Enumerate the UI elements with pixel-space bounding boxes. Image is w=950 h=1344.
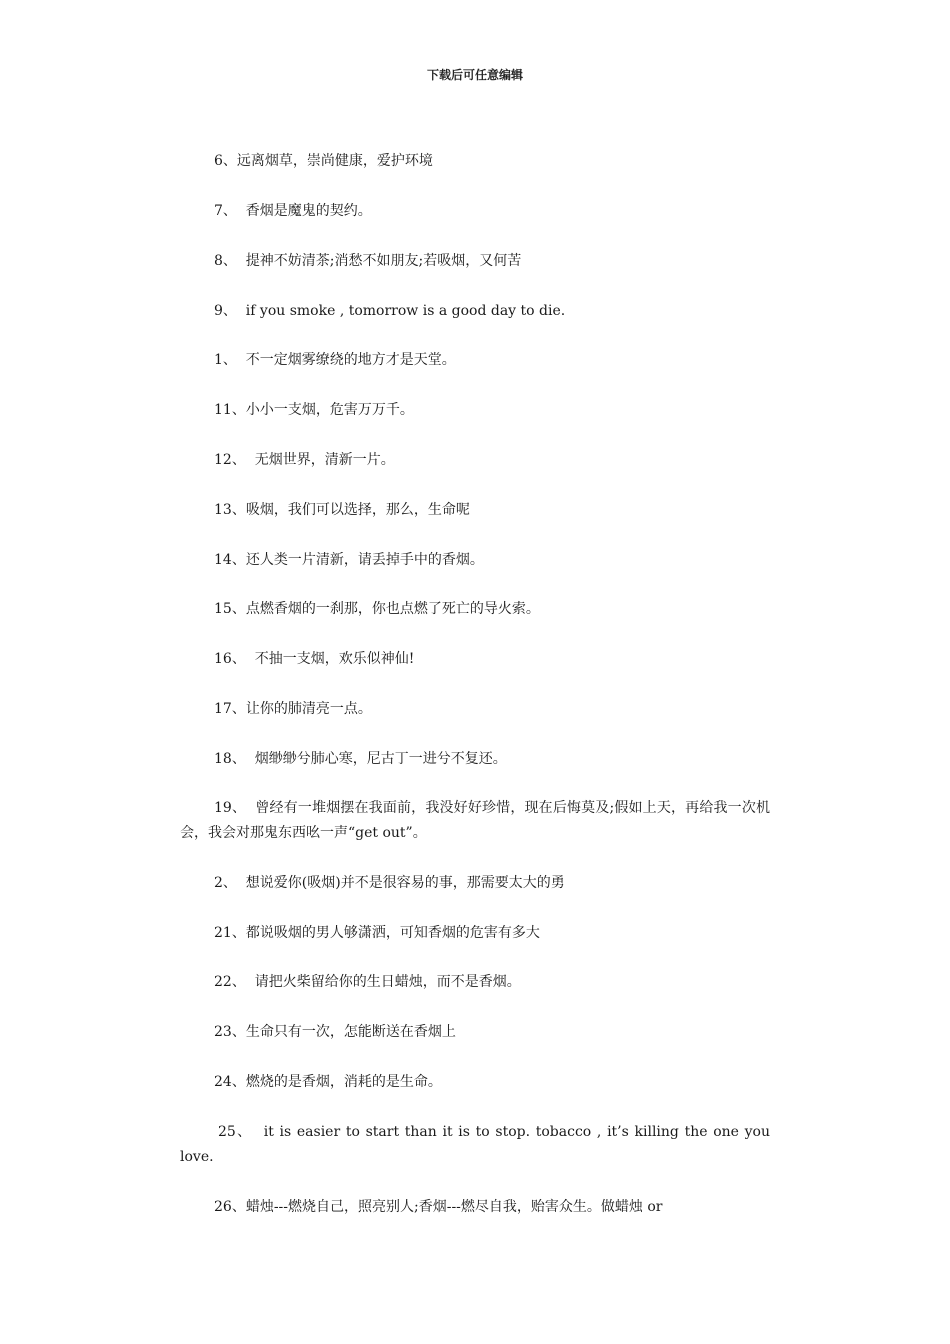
list-item: 21、都说吸烟的男人够潇洒，可知香烟的危害有多大 bbox=[214, 925, 540, 941]
list-item: 1、 不一定烟雾缭绕的地方才是天堂。 bbox=[214, 352, 456, 368]
list-item: 14、还人类一片清新，请丢掉手中的香烟。 bbox=[214, 552, 484, 568]
list-item: 26、蜡烛---燃烧自己，照亮别人;香烟---燃尽自我，贻害众生。做蜡烛 or bbox=[214, 1199, 663, 1215]
list-item: 23、生命只有一次，怎能断送在香烟上 bbox=[214, 1024, 456, 1040]
list-item: 8、 提神不妨清茶;消愁不如朋友;若吸烟，又何苦 bbox=[214, 253, 522, 269]
list-item: 7、 香烟是魔鬼的契约。 bbox=[214, 203, 372, 219]
list-item: 16、 不抽一支烟，欢乐似神仙! bbox=[214, 651, 415, 667]
list-item: 6、远离烟草，崇尚健康，爱护环境 bbox=[214, 153, 433, 169]
list-item: 9、 if you smoke , tomorrow is a good day to die. bbox=[214, 303, 566, 319]
page-header: 下载后可任意编辑 bbox=[426, 68, 523, 82]
list-item: 24、燃烧的是香烟，消耗的是生命。 bbox=[214, 1074, 442, 1090]
list-item: 15、点燃香烟的一刹那，你也点燃了死亡的导火索。 bbox=[214, 601, 540, 617]
list-item: 2、 想说爱你(吸烟)并不是很容易的事，那需要太大的勇 bbox=[214, 875, 565, 891]
list-item: 11、小小一支烟，危害万万千。 bbox=[214, 402, 414, 418]
list-item: 18、 烟缈缈兮肺心寒，尼古丁一进兮不复还。 bbox=[214, 751, 507, 767]
list-item: 12、 无烟世界，清新一片。 bbox=[214, 452, 395, 468]
list-item: 22、 请把火柴留给你的生日蜡烛，而不是香烟。 bbox=[214, 974, 521, 990]
list-item: 25、 it is easier to start than it is to stop. tobacco , it’s killing the one you love. bbox=[180, 1124, 775, 1165]
list-item: 19、 曾经有一堆烟摆在我面前，我没好好珍惜，现在后悔莫及;假如上天，再给我一次机会，我会对那鬼东西吆一声“get out”。 bbox=[180, 800, 770, 841]
list-item: 17、让你的肺清亮一点。 bbox=[214, 701, 372, 717]
list-item: 13、吸烟，我们可以选择，那么，生命呢 bbox=[214, 502, 470, 518]
